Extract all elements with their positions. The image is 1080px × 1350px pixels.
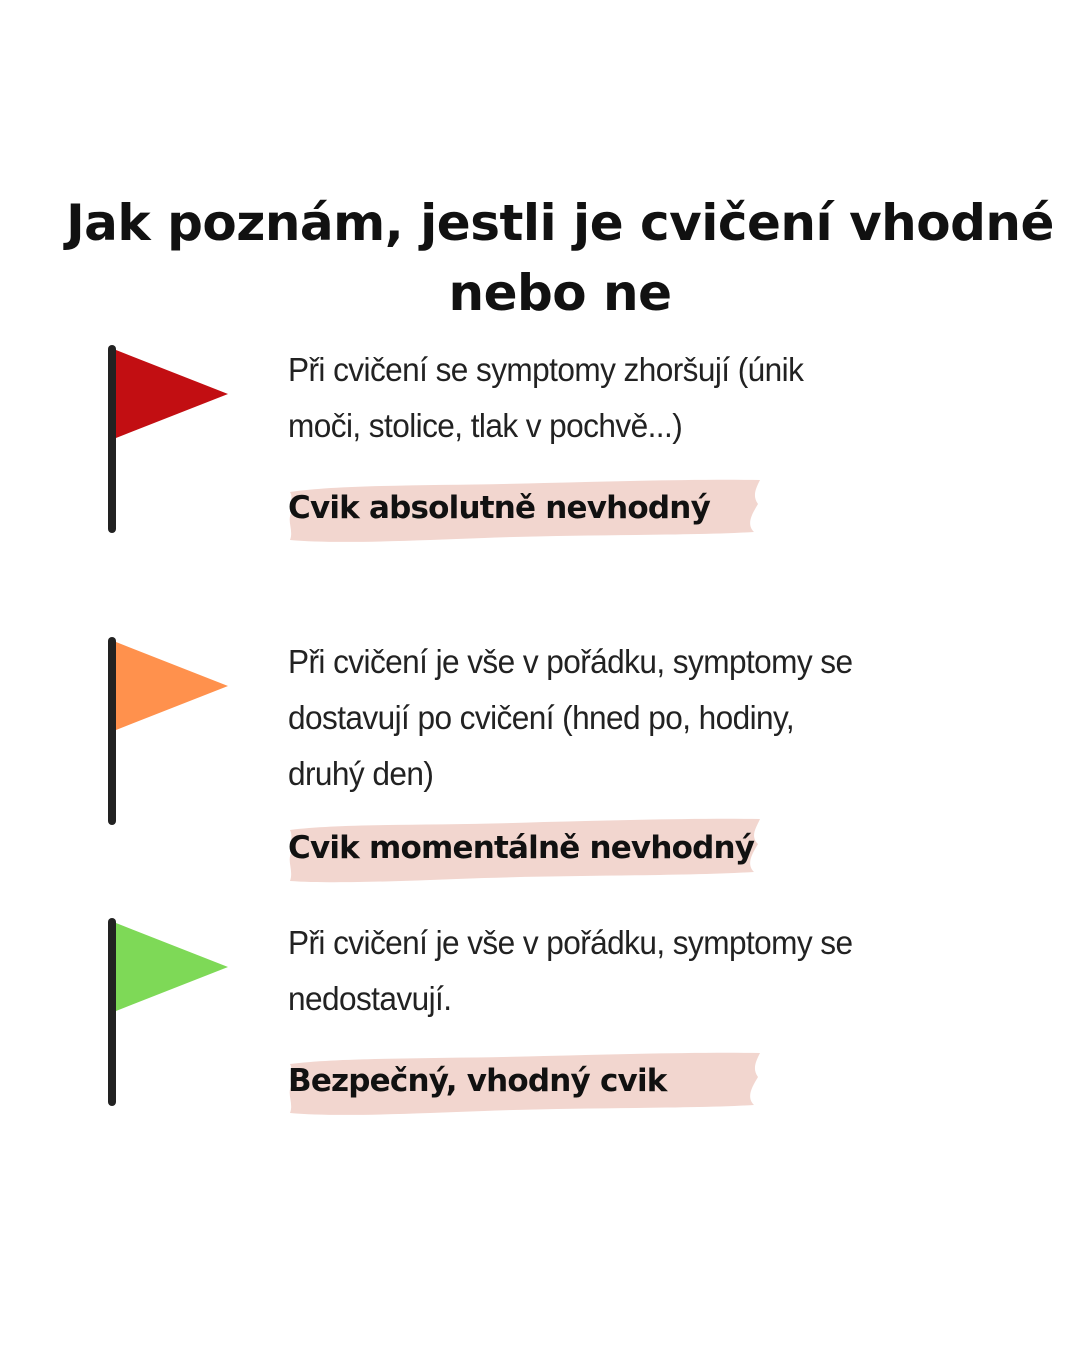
description-line: Při cvičení je vše v pořádku, symptomy se <box>288 643 853 680</box>
description-line: Při cvičení je vše v pořádku, symptomy se <box>288 924 853 961</box>
verdict-label: Cvik absolutně nevhodný <box>288 490 710 526</box>
title-line-1: Jak poznám, jestli je cvičení vhodné <box>66 194 1054 252</box>
description-line: moči, stolice, tlak v pochvě...) <box>288 407 683 444</box>
verdict-label: Cvik momentálně nevhodný <box>288 830 755 866</box>
description-line: dostavují po cvičení (hned po, hodiny, <box>288 699 795 736</box>
item-description <box>288 634 958 802</box>
description-line: nedostavují. <box>288 980 452 1017</box>
description-line: Při cvičení se symptomy zhoršují (únik <box>288 351 804 388</box>
title-line-2: nebo ne <box>448 264 672 322</box>
orange-flag-icon <box>104 632 234 827</box>
orange-flag-shape <box>116 642 228 730</box>
verdict-highlight <box>284 1047 764 1119</box>
verdict-highlight <box>284 814 764 886</box>
verdict-highlight <box>284 474 764 546</box>
item-description <box>288 915 958 1027</box>
item-description <box>288 342 958 454</box>
green-flag-shape <box>116 923 228 1011</box>
red-flag-shape <box>116 350 228 438</box>
red-flag-icon <box>104 340 234 535</box>
verdict-label: Bezpečný, vhodný cvik <box>288 1063 667 1099</box>
page-title <box>40 188 1080 328</box>
description-line: druhý den) <box>288 755 434 792</box>
green-flag-icon <box>104 913 234 1108</box>
